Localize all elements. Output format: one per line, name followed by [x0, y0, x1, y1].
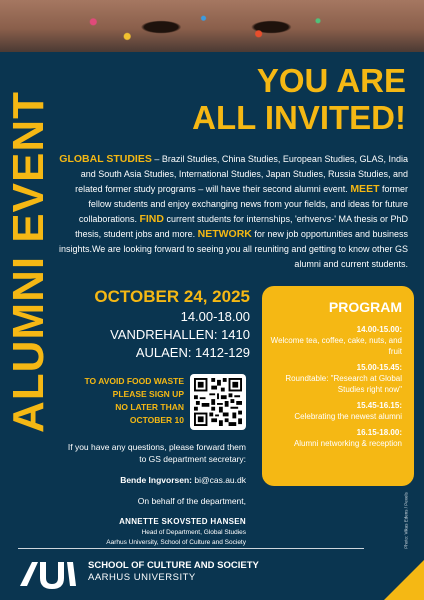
signer-role-2: Aarhus University, School of Culture and Society — [106, 539, 246, 546]
program-time-1: 14.00-15.00: — [356, 325, 402, 334]
event-date: OCTOBER 24, 2025 — [94, 287, 250, 306]
photo-credit — [400, 480, 412, 560]
secretary-name: Bende Ingvorsen: — [120, 475, 192, 485]
program-time-2: 15.00-15.45: — [356, 363, 402, 372]
contact-secretary — [60, 474, 246, 486]
program-desc-4: Alumni networking & reception — [293, 439, 402, 448]
signer-name: ANNETTE SKOVSTED HANSEN — [119, 517, 246, 526]
vertical-title — [4, 62, 54, 462]
program-title: PROGRAM — [328, 299, 402, 315]
program-time-4: 16.15-18.00: — [356, 428, 402, 437]
program-desc-3: Celebrating the newest alumni — [294, 412, 402, 421]
qr-code-icon[interactable] — [190, 374, 246, 430]
footer-school — [88, 560, 259, 584]
intro-text-3: current students for internships, 'erhvervs-' MA thesis or PhD thesis, student jobs and more. — [75, 214, 408, 239]
program-desc-1: Welcome tea, coffee, cake, nuts, and fruit — [270, 336, 402, 356]
signer-role-1: Head of Department, Global Studies — [141, 529, 246, 536]
qr-code-graphic — [194, 378, 242, 426]
program-desc-2: Roundtable: "Research at Global Studies right now" — [285, 374, 402, 394]
intro-highlight-global-studies: GLOBAL STUDIES — [59, 153, 152, 165]
headline-line-2: ALL INVITED! — [192, 99, 406, 136]
intro-text-2: former fellow students and enjoy exchanging news from your fields, and ideas for future collaborations. — [78, 184, 408, 224]
corner-triangle — [384, 560, 424, 600]
contact-question: If you have any questions, please forward them to GS department secretary: — [67, 442, 246, 464]
university-name: AARHUS UNIVERSITY — [88, 572, 196, 583]
event-venue-2: AULAEN: 1412-129 — [135, 345, 250, 360]
school-name: SCHOOL OF CULTURE AND SOCIETY — [88, 560, 259, 571]
header-photo — [0, 0, 424, 52]
intro-highlight-find: FIND — [139, 213, 164, 225]
event-venue-1: VANDREHALLEN: 1410 — [110, 327, 250, 342]
program-time-3: 15.45-16.15: — [356, 401, 402, 410]
intro-highlight-network: NETWORK — [197, 228, 252, 240]
vertical-title-text: ALUMNI EVENT — [4, 91, 53, 433]
aarhus-university-logo-icon — [18, 556, 78, 590]
secretary-email-link[interactable]: bi@cas.au.dk — [194, 475, 246, 485]
intro-paragraph — [56, 152, 408, 272]
signup-line-3: NO LATER THAN — [115, 402, 184, 412]
headline — [192, 62, 406, 136]
event-details — [60, 286, 250, 362]
photo-credit-text: Photo: Vikas Edens / Pexels — [403, 491, 409, 549]
signup-line-1: TO AVOID FOOD WASTE — [84, 376, 184, 386]
footer-divider — [18, 548, 364, 549]
intro-text-1: – Brazil Studies, China Studies, European Studies, GLAS, India and South Asia Studies, International Studies, Japan Studies, Russia Studies, and related former study programs – will have their second alumni event. — [75, 154, 408, 194]
event-time: 14.00-18.00 — [180, 309, 250, 324]
signup-line-4: OCTOBER 10 — [129, 415, 184, 425]
intro-text-4: for new job opportunities and business insights.We are looking forward to seeing you all reuniting and getting to know other GS alumni and current students. — [58, 229, 408, 269]
program-panel — [262, 286, 414, 486]
on-behalf-text: On behalf of the department, — [137, 496, 246, 506]
signup-notice — [64, 375, 184, 427]
signup-line-2: PLEASE SIGN UP — [112, 389, 184, 399]
headline-line-1: YOU ARE — [256, 62, 406, 99]
contact-block — [60, 441, 246, 548]
intro-highlight-meet: MEET — [350, 183, 380, 195]
